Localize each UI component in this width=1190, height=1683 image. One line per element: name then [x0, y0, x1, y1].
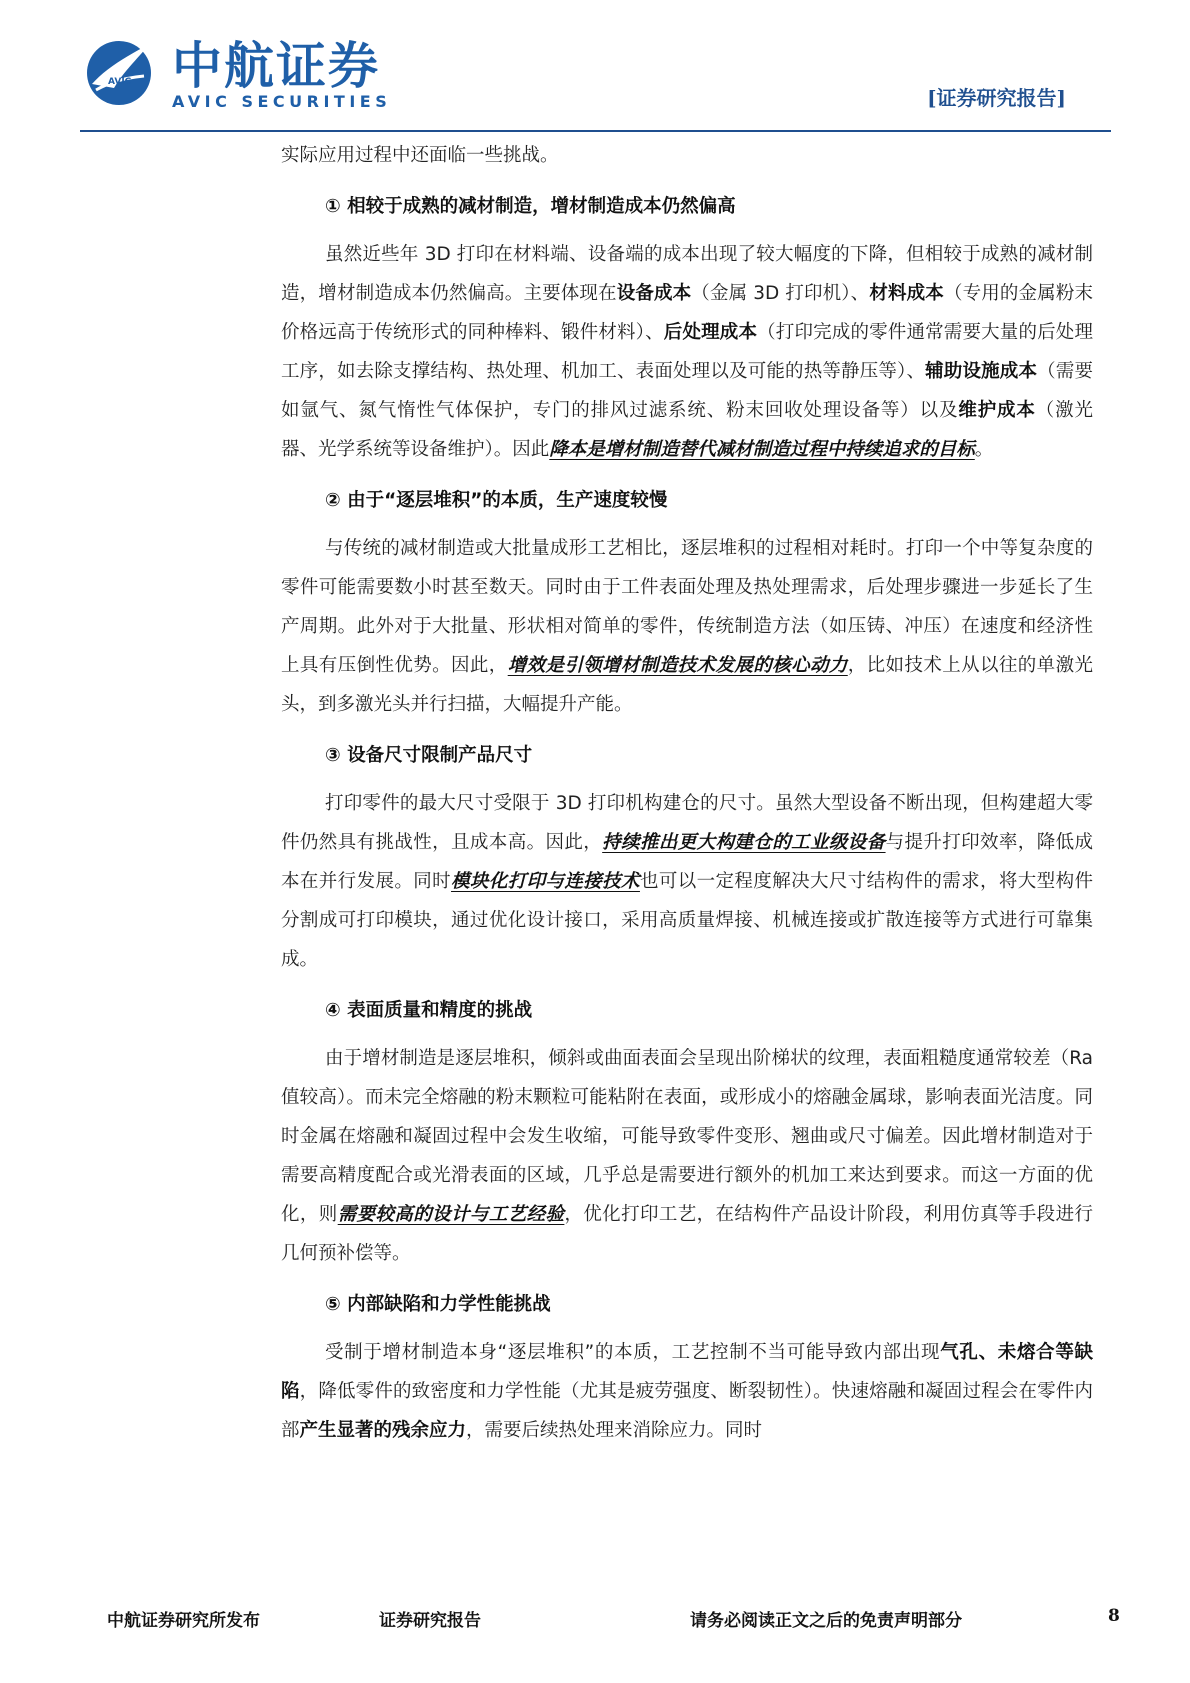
- section-paragraph-defects: [281, 1333, 1093, 1450]
- text-run: 由于增材制造是逐层堆积，倾斜或曲面表面会呈现出阶梯状的纹理，表面粗糙度通常较差（Ra 值较高）。而未完全熔融的粉末颗粒可能粘附在表面，或形成小的熔融金属球，影响表面光洁度。同时金属在熔融和凝固过程中会发生收缩，可能导致零件变形、翘曲或尺寸偏差。因此增材制造对于需要高精度配合或光滑表面的区域，几乎总是需要进行额外的机加工来达到要求。而这一方面的优化，则: [281, 1048, 1093, 1225]
- section-paragraph-cost: [281, 235, 1093, 469]
- document-body: [281, 136, 1093, 1450]
- key-conclusion: 降本是增材制造替代减材制造过程中持续追求的目标: [549, 439, 975, 460]
- footer-disclaimer-note: 请务必阅读正文之后的免责声明部分: [690, 1611, 962, 1631]
- section-heading-surface: ④ 表面质量和精度的挑战: [325, 1000, 533, 1021]
- section-heading-defects: ⑤ 内部缺陷和力学性能挑战: [325, 1294, 551, 1315]
- bold-term: 维护成本: [958, 400, 1036, 421]
- text-run: ，比如技术上从以往的单激光头，到多激光头并行扫描，大幅提升产能。: [281, 655, 1093, 715]
- logo-text: AVIC: [108, 77, 132, 87]
- bold-term: 产生显著的残余应力: [299, 1420, 467, 1441]
- footer-report-type: 证券研究报告: [379, 1611, 481, 1631]
- text-run: ，降低零件的致密度和力学性能（尤其是疲劳强度、断裂韧性）。快速熔融和凝固过程会在零件内部: [281, 1381, 1093, 1441]
- bold-term: 辅助设施成本: [925, 361, 1038, 382]
- footer-publisher: 中航证券研究所发布: [107, 1611, 260, 1631]
- text-run: 虽然近些年 3D 打印在材料端、设备端的成本出现了较大幅度的下降，但相较于成熟的减材制造，增材制造成本仍然偏高。主要体现在: [281, 244, 1093, 304]
- key-conclusion: 持续推出更大构建仓的工业级设备: [602, 832, 886, 853]
- text-run: 。: [974, 439, 994, 460]
- text-run: 与传统的减材制造或大批量成形工艺相比，逐层堆积的过程相对耗时。打印一个中等复杂度的零件可能需要数小时甚至数天。同时由于工件表面处理及热处理需求，后处理步骤进一步延长了生产周期。此外对于大批量、形状相对简单的零件，传统制造方法（如压铸、冲压）在速度和经济性上具有压倒性优势。因此，: [281, 538, 1093, 676]
- key-conclusion: 模块化打印与连接技术: [451, 871, 640, 892]
- section-paragraph-size: [281, 784, 1093, 979]
- page-footer: [0, 1606, 1190, 1636]
- brand-name-cn: 中航证券: [172, 37, 380, 95]
- bold-term: 气孔、未熔合等缺陷: [281, 1342, 1093, 1402]
- text-run: ，需要后续热处理来消除应力。同时: [466, 1420, 763, 1441]
- brand-name-en: AVIC SECURITIES: [172, 92, 392, 111]
- bold-term: 后处理成本: [663, 322, 758, 343]
- text-run: 打印零件的最大尺寸受限于 3D 打印机构建仓的尺寸。虽然大型设备不断出现，但构建超大零件仍然具有挑战性，且成本高。因此，: [281, 793, 1093, 853]
- text-run: 受制于增材制造本身“逐层堆积”的本质，工艺控制不当可能导致内部出现: [325, 1342, 941, 1363]
- header-divider: [80, 130, 1111, 132]
- bold-term: 设备成本: [616, 283, 692, 304]
- text-run: （需要如氩气、氮气惰性气体保护，专门的排风过滤系统、粉末回收处理设备等）以及: [281, 361, 1093, 421]
- bold-term: 材料成本: [869, 283, 944, 304]
- text-run: （激光器、光学系统等设备维护）。因此: [281, 400, 1093, 460]
- section-paragraph-speed: [281, 529, 1093, 724]
- key-conclusion: 增效是引领增材制造技术发展的核心动力: [507, 655, 848, 676]
- text-run: ，优化打印工艺，在结构件产品设计阶段，利用仿真等手段进行几何预补偿等。: [281, 1204, 1093, 1264]
- section-heading-speed: ② 由于“逐层堆积”的本质，生产速度较慢: [325, 490, 668, 511]
- text-run: （打印完成的零件通常需要大量的后处理工序，如去除支撑结构、热处理、机加工、表面处理以及可能的热等静压等）、: [281, 322, 1093, 382]
- section-paragraph-surface: [281, 1039, 1093, 1273]
- key-conclusion: 需要较高的设计与工艺经验: [337, 1204, 565, 1225]
- avic-logo-icon: [86, 40, 152, 106]
- text-run: 与提升打印效率，降低成本在并行发展。同时: [281, 832, 1093, 892]
- text-run: 也可以一定程度解决大尺寸结构件的需求，将大型构件分割成可打印模块，通过优化设计接口，采用高质量焊接、机械连接或扩散连接等方式进行可靠集成。: [281, 871, 1093, 970]
- intro-text: 实际应用过程中还面临一些挑战。: [281, 145, 559, 166]
- text-run: （金属 3D 打印机）、: [691, 283, 870, 304]
- text-run: （专用的金属粉末价格远高于传统形式的同种棒料、锻件材料）、: [281, 283, 1093, 343]
- section-heading-size: ③ 设备尺寸限制产品尺寸: [325, 745, 533, 766]
- section-heading-cost: ① 相较于成熟的减材制造，增材制造成本仍然偏高: [325, 196, 736, 217]
- page-number: 8: [1108, 1606, 1120, 1626]
- report-type-tag: [证券研究报告]: [927, 86, 1066, 110]
